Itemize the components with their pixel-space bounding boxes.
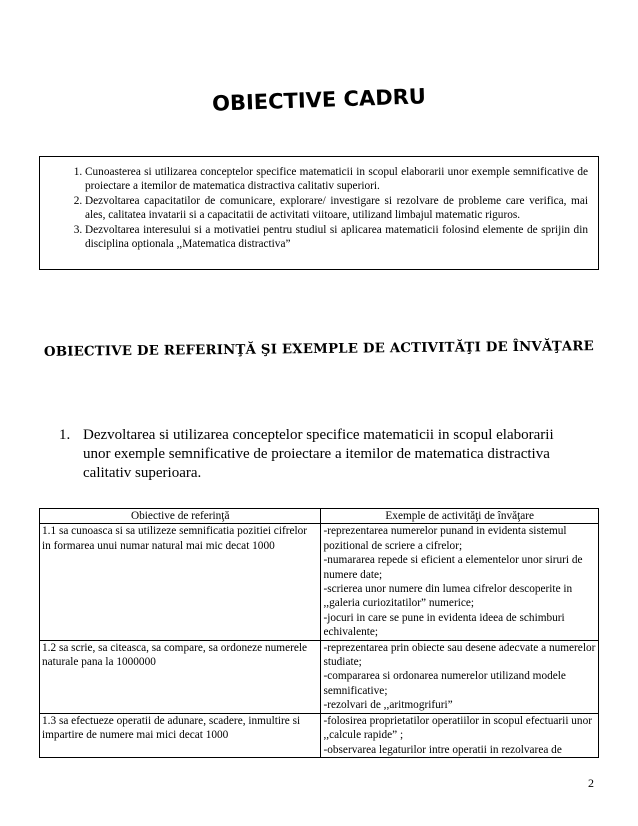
framework-objectives-box bbox=[39, 156, 599, 270]
framework-objective-2: 2. Dezvoltarea capacitatilor de comunicare, explorare/ investigare si rezolvare de probleme care verifica, mai ales, calitatea invatarii si a capacitatii de activitati viitoare, utilizand limbajul matematic riguros. bbox=[85, 194, 588, 223]
table-row bbox=[40, 640, 599, 713]
activity-item: -jocuri in care se pune in evidenta ideea de schimburi echivalente; bbox=[323, 611, 565, 639]
activity-item: -numararea repede si eficient a elementelor unor siruri de numere date; bbox=[323, 554, 583, 581]
objective-text: Dezvoltarea si utilizarea conceptelor specifice matematicii in scopul elaborarii unor exemple semnificative de proiectare a itemilor de matematica distractiva calitativ superioara. bbox=[83, 427, 554, 481]
reference-objectives-table bbox=[39, 508, 599, 758]
activity-item: -rezolvari de ,,aritmogrifuri” bbox=[323, 699, 453, 712]
table-header-activities: Exemple de activităţi de învăţare bbox=[321, 509, 599, 524]
table-cell-objective: 1.3 sa efectueze operatii de adunare, scadere, inmultire si impartire de numere mai mici decat 1000 bbox=[40, 713, 321, 757]
table-cell-objective: 1.2 sa scrie, sa citeasca, sa compare, sa ordoneze numerele naturale pana la 1000000 bbox=[40, 640, 321, 713]
table-cell-activities bbox=[321, 640, 599, 713]
table-row bbox=[40, 524, 599, 640]
table-cell-objective: 1.1 sa cunoasca si sa utilizeze semnificatia pozitiei cifrelor in formarea unui numar natural mai mic decat 1000 bbox=[40, 524, 321, 640]
page-title: OBIECTIVE CADRU bbox=[211, 84, 427, 116]
framework-objective-1: 1. Cunoasterea si utilizarea conceptelor specifice matematicii in scopul elaborarii unor exemple semnificative de proiectare a itemilor de matematica distractiva calitativ superiori. bbox=[85, 165, 588, 194]
activity-item: -compararea si ordonarea numerelor utilizand modele semnificative; bbox=[323, 670, 566, 697]
table-row bbox=[40, 713, 599, 757]
table-header-objectives: Obiective de referinţă bbox=[40, 509, 321, 524]
table-cell-activities bbox=[321, 524, 599, 640]
framework-objective-3: 3. Dezvoltarea interesului si a motivatiei pentru studiul si aplicarea matematicii folosind elemente de sprijin din disciplina optionala ,,Matematica distractiva” bbox=[85, 223, 588, 252]
table-header-row bbox=[40, 509, 599, 524]
objective-heading bbox=[59, 426, 579, 483]
reference-section-title: OBIECTIVE DE REFERINŢĂ ŞI EXEMPLE DE ACTIVITĂŢI DE ÎNVĂŢARE bbox=[43, 339, 595, 360]
activity-item: -reprezentarea prin obiecte sau desene adecvate a numerelor studiate; bbox=[323, 641, 596, 669]
activity-item: -scrierea unor numere din lumea cifrelor descoperite in ,,galeria curiozitatilor” numerice; bbox=[323, 583, 573, 610]
activity-item: -folosirea proprietatilor operatiilor in scopul efectuarii unor ,,calcule rapide” ; bbox=[323, 714, 592, 742]
objective-number: 1. bbox=[59, 427, 71, 443]
activity-item: -observarea legaturilor intre operatii in rezolvarea de bbox=[323, 743, 562, 756]
activity-item: -reprezentarea numerelor punand in evidenta sistemul pozitional de scriere a cifrelor; bbox=[323, 525, 567, 552]
framework-objectives-list bbox=[40, 157, 598, 251]
page-number: 2 bbox=[588, 776, 594, 790]
table-cell-activities bbox=[321, 713, 599, 757]
